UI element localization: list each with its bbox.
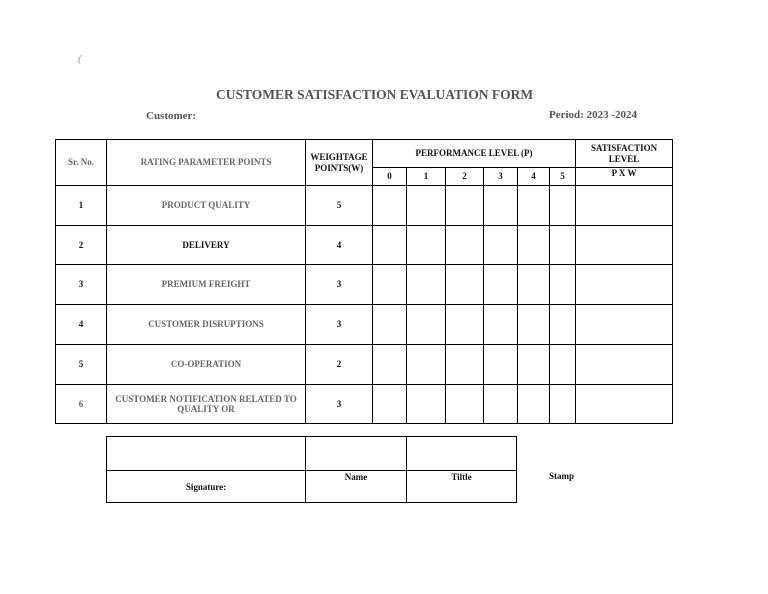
customer-label: Customer: (146, 110, 197, 122)
score-cell[interactable] (518, 186, 550, 226)
score-cell[interactable] (550, 226, 576, 265)
score-cell[interactable] (446, 385, 484, 424)
header-pxw: P X W (576, 168, 673, 186)
title-label: Tiltle (407, 471, 517, 503)
satisfaction-cell[interactable] (576, 265, 673, 305)
name-label: Name (306, 471, 407, 503)
row-parameter: CUSTOMER NOTIFICATION RELATED TO QUALITY OR (107, 385, 306, 424)
table-row (56, 305, 673, 345)
score-cell[interactable] (518, 265, 550, 305)
score-cell[interactable] (550, 345, 576, 385)
stray-mark: ( (78, 53, 82, 65)
row-sr: 3 (56, 265, 107, 305)
header-weightage: WEIGHTAGE POINTS(W) (306, 140, 373, 186)
score-cell[interactable] (484, 186, 518, 226)
score-cell[interactable] (407, 186, 446, 226)
level-0-header: 0 (373, 168, 407, 186)
score-cell[interactable] (446, 186, 484, 226)
period-label: Period: 2023 -2024 (549, 109, 637, 121)
row-weight: 3 (306, 265, 373, 305)
row-weight: 4 (306, 226, 373, 265)
row-weight: 3 (306, 385, 373, 424)
score-cell[interactable] (550, 305, 576, 345)
score-cell[interactable] (446, 265, 484, 305)
satisfaction-cell[interactable] (576, 385, 673, 424)
score-cell[interactable] (518, 385, 550, 424)
score-cell[interactable] (518, 345, 550, 385)
row-sr: 2 (56, 226, 107, 265)
score-cell[interactable] (407, 385, 446, 424)
score-cell[interactable] (373, 345, 407, 385)
score-cell[interactable] (484, 305, 518, 345)
satisfaction-cell[interactable] (576, 345, 673, 385)
satisfaction-cell[interactable] (576, 186, 673, 226)
table-row (56, 385, 673, 424)
score-cell[interactable] (446, 345, 484, 385)
signature-box[interactable] (107, 437, 306, 471)
row-parameter: PREMIUM FREIGHT (107, 265, 306, 305)
score-cell[interactable] (373, 305, 407, 345)
header-rating-parameter: RATING PARAMETER POINTS (107, 140, 306, 186)
name-box[interactable] (306, 437, 407, 471)
row-weight: 3 (306, 305, 373, 345)
score-cell[interactable] (484, 385, 518, 424)
level-4-header: 4 (518, 168, 550, 186)
score-cell[interactable] (407, 345, 446, 385)
row-sr: 5 (56, 345, 107, 385)
score-cell[interactable] (550, 385, 576, 424)
score-cell[interactable] (446, 305, 484, 345)
row-sr: 1 (56, 186, 107, 226)
row-sr: 4 (56, 305, 107, 345)
level-1-header: 1 (407, 168, 446, 186)
satisfaction-cell[interactable] (576, 305, 673, 345)
satisfaction-cell[interactable] (576, 226, 673, 265)
score-cell[interactable] (407, 226, 446, 265)
form-title: CUSTOMER SATISFACTION EVALUATION FORM (216, 87, 534, 102)
score-cell[interactable] (407, 265, 446, 305)
header-sr-no: Sr. No. (56, 140, 107, 186)
row-weight: 2 (306, 345, 373, 385)
row-parameter: PRODUCT QUALITY (107, 186, 306, 226)
score-cell[interactable] (550, 186, 576, 226)
level-5-header: 5 (550, 168, 576, 186)
table-row (56, 186, 673, 226)
row-parameter: CUSTOMER DISRUPTIONS (107, 305, 306, 345)
score-cell[interactable] (518, 226, 550, 265)
row-parameter: CO-OPERATION (107, 345, 306, 385)
row-sr: 6 (56, 385, 107, 424)
signature-label: Signature: (107, 471, 306, 503)
header-satisfaction-level: SATISFACTION LEVEL (576, 140, 673, 168)
stamp-label: Stamp (549, 471, 575, 481)
score-cell[interactable] (518, 305, 550, 345)
signature-table (106, 436, 517, 503)
table-row (56, 265, 673, 305)
row-parameter: DELIVERY (107, 226, 306, 265)
table-row (56, 226, 673, 265)
score-cell[interactable] (373, 385, 407, 424)
score-cell[interactable] (484, 345, 518, 385)
score-cell[interactable] (373, 265, 407, 305)
score-cell[interactable] (550, 265, 576, 305)
title-box[interactable] (407, 437, 517, 471)
level-2-header: 2 (446, 168, 484, 186)
evaluation-table (55, 139, 673, 424)
table-row (56, 345, 673, 385)
score-cell[interactable] (373, 226, 407, 265)
score-cell[interactable] (484, 265, 518, 305)
score-cell[interactable] (407, 305, 446, 345)
level-3-header: 3 (484, 168, 518, 186)
score-cell[interactable] (484, 226, 518, 265)
score-cell[interactable] (373, 186, 407, 226)
header-performance-level: PERFORMANCE LEVEL (P) (373, 140, 576, 168)
score-cell[interactable] (446, 226, 484, 265)
row-weight: 5 (306, 186, 373, 226)
